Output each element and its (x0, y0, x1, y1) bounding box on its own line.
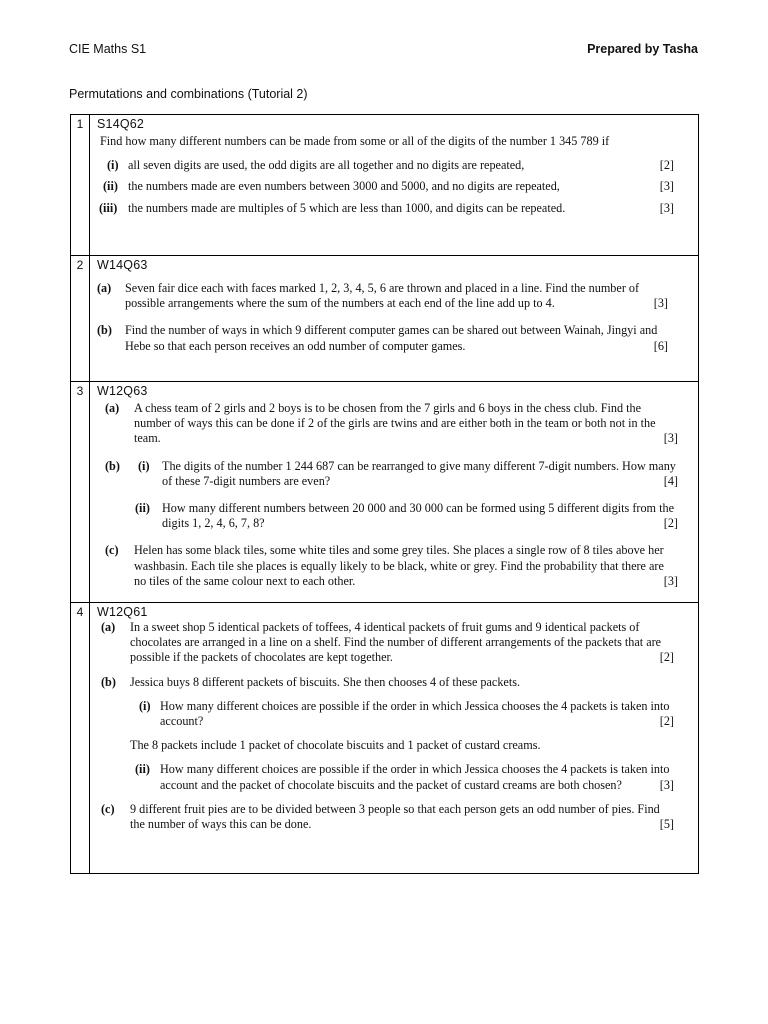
part-label: (ii) (103, 179, 118, 194)
question-part-b-i (97, 699, 692, 729)
subpart-label: (ii) (135, 762, 150, 777)
part-label: (b) (97, 323, 112, 338)
question-number: 4 (71, 603, 90, 874)
question-part-b-ii (97, 762, 692, 792)
part-label: (b) (105, 458, 120, 473)
question-part-a (97, 401, 692, 447)
subpart-label: (i) (139, 698, 151, 713)
question-part (97, 158, 692, 173)
question-number: 1 (71, 115, 90, 256)
question-code: S14Q62 (97, 117, 145, 131)
marks: [3] (663, 573, 678, 588)
question-row (71, 603, 699, 874)
part-label: (b) (101, 674, 116, 689)
question-row (71, 382, 699, 603)
part-text: Helen has some black tiles, some white tiles and some grey tiles. She places a single row of 8 tiles above her washbasin. Each tile she places is equally likely to be black, white or grey. Find the probability that there are no tiles of the same colour next to each other. (134, 543, 664, 588)
question-code: W12Q63 (97, 384, 148, 398)
question-part-c (97, 543, 692, 589)
subpart-label: (i) (138, 458, 150, 473)
question-row (71, 256, 699, 382)
question-part (97, 281, 692, 311)
part-text: the numbers made are multiples of 5 which are less than 1000, and digits can be repeated. (128, 200, 566, 215)
marks: [3] (663, 431, 678, 446)
header-course: CIE Maths S1 (69, 42, 147, 56)
question-code: W12Q61 (97, 605, 148, 619)
part-label: (c) (101, 801, 115, 816)
part-text: Seven fair dice each with faces marked 1, 2, 3, 4, 5, 6 are thrown and placed in a line. Find the number of possible arrangements where the sum of the numbers at each end of the line add up to 4. (125, 281, 640, 311)
question-body (90, 603, 699, 874)
question-part-b-ii (97, 501, 692, 531)
part-text: In a sweet shop 5 identical packets of toffees, 4 identical packets of fruit gums and 9 identical packets of chocolates are arranged in a line on a shelf. Find the number of different arrangements of the packets that are possible if the packets of chocolates are kept together. (130, 620, 662, 665)
question-part-c (97, 802, 692, 832)
marks: [4] (663, 473, 678, 488)
part-text: Find the number of ways in which 9 different computer games can be shared out between Wainah, Jingyi and Hebe so that each person receives an odd number of computer games. (125, 323, 658, 353)
part-text: How many different choices are possible if the order in which Jessica chooses the 4 packets is taken into account and the packet of chocolate biscuits and the packet of custard creams are both chosen? (160, 762, 670, 792)
question-part (97, 179, 692, 194)
marks: [2] (659, 714, 674, 729)
question-part (97, 323, 692, 353)
question-row (71, 115, 699, 256)
marks: [3] (659, 179, 674, 194)
page-title: Permutations and combinations (Tutorial 2) (69, 87, 308, 101)
part-label: (i) (107, 158, 119, 173)
part-label: (c) (105, 543, 119, 558)
marks: [5] (659, 817, 674, 832)
marks: [2] (663, 516, 678, 531)
question-part-a (97, 620, 692, 666)
part-label: (a) (101, 620, 116, 634)
marks: [3] (659, 200, 674, 215)
question-number: 2 (71, 256, 90, 382)
part-text: all seven digits are used, the odd digits are all together and no digits are repeated, (128, 158, 525, 173)
part-text: The digits of the number 1 244 687 can be rearranged to give many different 7-digit numbers. How many of these 7-digit numbers are even? (162, 458, 676, 488)
question-intro: Find how many different numbers can be made from some or all of the digits of the number 1 345 789 if (100, 134, 610, 148)
part-text: A chess team of 2 girls and 2 boys is to be chosen from the 7 girls and 6 boys in the chess club. Find the number of ways this can be done if 2 of the girls are twins and are either both in the team or both not in the team. (134, 401, 656, 446)
question-body (90, 115, 699, 256)
question-part (97, 201, 692, 216)
part-text: 9 different fruit pies are to be divided between 3 people so that each person gets an odd number of pies. Find the number of ways this can be done. (130, 801, 660, 832)
part-label: (iii) (99, 200, 118, 215)
marks: [6] (653, 338, 668, 353)
question-body (90, 256, 699, 382)
marks: [2] (659, 158, 674, 173)
subpart-label: (ii) (135, 501, 150, 516)
header-author: Prepared by Tasha (587, 42, 698, 56)
questions-table (70, 114, 699, 874)
question-statement: The 8 packets include 1 packet of chocolate biscuits and 1 packet of custard creams. (130, 738, 541, 753)
question-number: 3 (71, 382, 90, 603)
question-code: W14Q63 (97, 258, 148, 272)
part-text: Jessica buys 8 different packets of biscuits. She then chooses 4 of these packets. (130, 674, 521, 689)
part-text: How many different choices are possible if the order in which Jessica chooses the 4 packets is taken into account? (160, 698, 670, 729)
part-text: the numbers made are even numbers between 3000 and 5000, and no digits are repeated, (128, 179, 560, 194)
marks: [3] (653, 296, 668, 311)
marks: [2] (659, 650, 674, 665)
part-text: How many different numbers between 20 000 and 30 000 can be formed using 5 different digits from the digits 1, 2, 4, 6, 7, 8? (162, 501, 674, 531)
question-body (90, 382, 699, 603)
question-part-b (97, 675, 692, 690)
part-label: (a) (97, 281, 112, 295)
question-part-b-i (97, 459, 692, 489)
marks: [3] (659, 777, 674, 792)
part-label: (a) (105, 401, 120, 415)
